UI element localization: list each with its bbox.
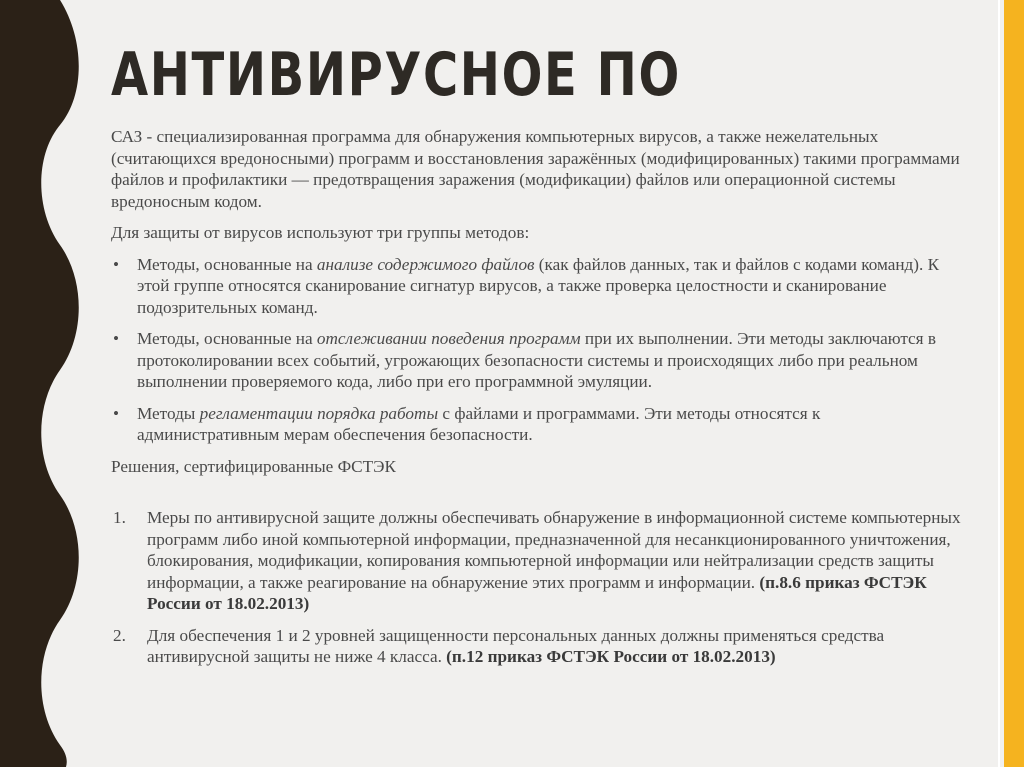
bullet-emphasis: регламентации порядка работы: [199, 403, 439, 423]
bullet-emphasis: отслеживании поведения программ: [316, 329, 581, 348]
numbered-item: [111, 507, 966, 615]
bullet-text: Методы, основанные на: [137, 329, 317, 348]
wavy-border-decoration: [0, 0, 90, 767]
bullet-text: (как файлов данных, так и файлов с кодами команд). К этой группе относятся сканирование сигнатур вирусов, а также проверка целостности и сканирование подозрительных команд.: [137, 254, 940, 317]
regulation-reference: (п.8.6 приказ ФСТЭК России от 18.02.2013): [147, 572, 927, 613]
bullet-marker: •: [113, 329, 120, 348]
slide-content: [111, 126, 966, 678]
bullet-item: [111, 328, 966, 393]
bullet-item: [111, 254, 966, 319]
item-number: 2.: [113, 625, 126, 645]
slide-title: АНТИВИРУСНОЕ ПО: [111, 40, 681, 110]
intro-paragraph: САЗ - специализированная программа для обнаружения компьютерных вирусов, а также нежелательных (считающихся вредоносными) программ и восстановления заражённых (модифицированных) такими программами файлов и профилактики — предотвращения заражения (модификации) файлов или операционной системы вредоносным кодом.: [111, 127, 960, 211]
regulation-reference: (п.12 приказ ФСТЭК России от 18.02.2013): [446, 647, 776, 666]
methods-heading: Для защиты от вирусов используют три группы методов:: [111, 223, 530, 242]
accent-bar: [1004, 0, 1024, 767]
numbered-item: [111, 625, 966, 668]
numbered-item-text: Меры по антивирусной защите должны обеспечивать обнаружение в информационной системе компьютерных программ либо иной компьютерной информации, предназначенной для несанкционированного уничтожения, блокирования, модификации, копирования компьютерной информации или нейтрализации средств защиты информации, а также реагирование на обнаружение этих программ и информации.: [147, 508, 961, 592]
item-number: 1.: [113, 508, 126, 527]
bullet-marker: •: [113, 403, 120, 423]
bullet-text: Методы: [137, 403, 200, 423]
bullet-text: с файлами и программами. Эти методы относятся к административным мерам обеспечения безопасности.: [137, 403, 821, 444]
bullet-marker: •: [113, 254, 120, 274]
accent-divider: [998, 0, 1000, 767]
bullet-text: при их выполнении. Эти методы заключаются в протоколировании всех событий, угрожающих безопасности системы и происходящих либо при реальном выполнении проверяемого кода, либо при его программной эмуляции.: [137, 329, 936, 391]
bullet-text: Методы, основанные на: [137, 254, 317, 274]
numbered-item-body: [137, 507, 966, 615]
spacer: [111, 487, 966, 507]
solutions-heading: Решения, сертифицированные ФСТЭК: [111, 456, 396, 476]
numbered-item-body: [137, 625, 966, 668]
numbered-item-text: Для обеспечения 1 и 2 уровней защищенности персональных данных должны применяться средства антивирусной защиты не ниже 4 класса.: [147, 625, 885, 666]
bullet-item: [111, 403, 966, 446]
bullet-emphasis: анализе содержимого файлов: [316, 254, 535, 274]
